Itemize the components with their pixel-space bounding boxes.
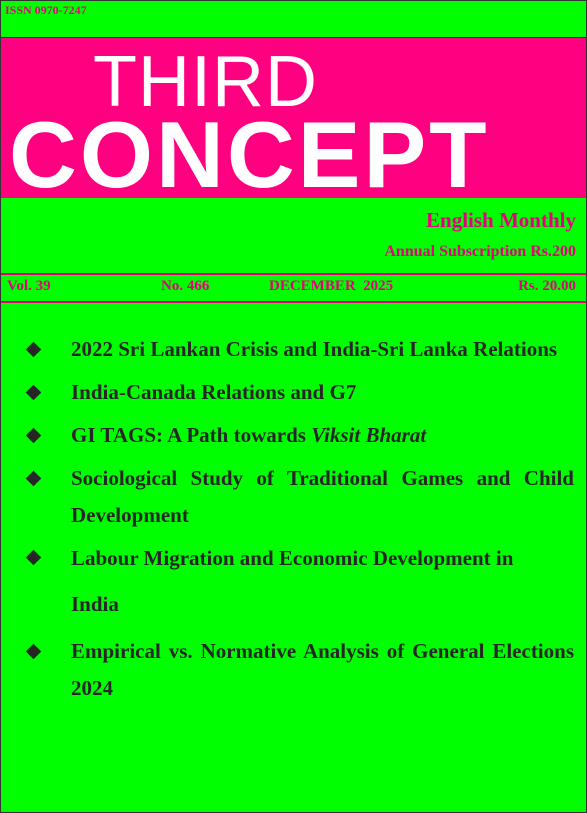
article-title: 2022 Sri Lankan Crisis and India-Sri Lanka Relations	[71, 337, 558, 361]
article-title: Empirical vs. Normative Analysis of General Elections 2024	[71, 639, 574, 700]
contents-item	[1, 331, 586, 368]
issue-info-bar	[1, 273, 586, 303]
diamond-bullet-icon	[26, 550, 42, 566]
issue-price: Rs. 20.00	[518, 278, 576, 294]
issue-volume: Vol. 39	[7, 278, 51, 294]
article-title: GI TAGS: A Path towards Viksit Bharat	[71, 423, 427, 447]
contents-item	[1, 417, 586, 454]
issue-date: DECEMBER 2025	[269, 278, 394, 294]
diamond-bullet-icon	[26, 644, 42, 660]
diamond-bullet-icon	[26, 428, 42, 444]
issue-number: No. 466	[161, 278, 210, 294]
contents-item	[1, 535, 586, 627]
contents-item	[1, 460, 586, 534]
diamond-bullet-icon	[26, 342, 42, 358]
issn-number: ISSN 0970-7247	[5, 3, 87, 17]
diamond-bullet-icon	[26, 385, 42, 401]
magazine-title-concept: CONCEPT	[9, 102, 490, 207]
article-title: Labour Migration and Economic Development in India	[71, 546, 514, 616]
contents-list	[1, 331, 586, 713]
contents-item	[1, 633, 586, 707]
title-band	[1, 37, 586, 207]
article-title: India-Canada Relations and G7	[71, 380, 357, 404]
magazine-title-third: THIRD	[93, 42, 318, 122]
contents-item	[1, 374, 586, 411]
tagline-english-monthly: English Monthly	[426, 208, 576, 232]
article-title: Sociological Study of Traditional Games and Child Development	[71, 466, 574, 527]
diamond-bullet-icon	[26, 471, 42, 487]
tagline-block	[384, 207, 576, 263]
annual-subscription: Annual Subscription Rs.200	[384, 243, 576, 260]
article-title-italic: Viksit Bharat	[311, 423, 427, 447]
